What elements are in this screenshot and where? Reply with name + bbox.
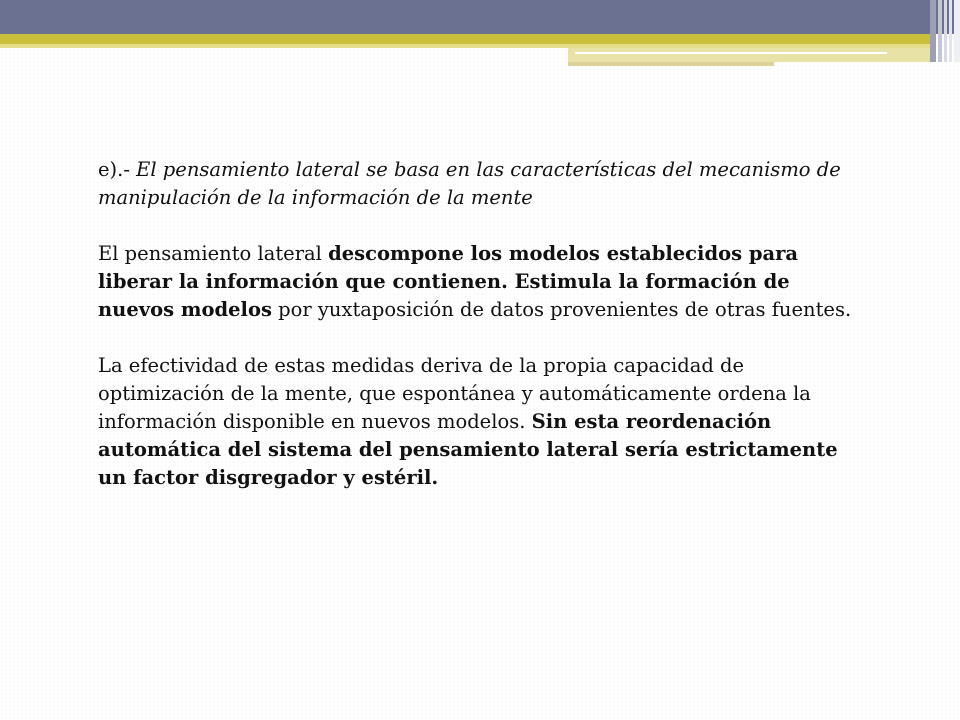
effectiveness-lead-text: La efectividad de estas medidas deriva de la propia capacidad de optimización de la mente, que espontánea y automáticamente ordena la información disponible en nuevos modelos.	[98, 354, 811, 433]
effectiveness-bold-text: Sin esta reordenación automática del sistema del pensamiento lateral sería estrictamente un factor disgregador y estéril.	[98, 410, 838, 489]
header-accent-line	[575, 52, 887, 54]
header-accent-block	[568, 48, 930, 62]
description-lead-text: El pensamiento lateral	[98, 242, 329, 265]
paragraph-description	[98, 240, 868, 324]
corner-decoration-bar	[938, 0, 942, 62]
header-accent-underline	[568, 62, 774, 66]
header-band	[0, 0, 960, 34]
paragraph-definition	[98, 156, 868, 212]
description-bold-text: descompone los modelos establecidos para liberar la información que contienen. Estimula la formación de nuevos modelos	[98, 242, 799, 321]
corner-decoration-bar	[949, 0, 952, 62]
header-accent-stripe	[0, 34, 930, 44]
paragraph-effectiveness	[98, 352, 868, 492]
corner-decoration-bar	[954, 0, 960, 62]
definition-italic-text: El pensamiento lateral se basa en las características del mecanismo de manipulación de la información de la mente	[98, 158, 841, 209]
corner-decoration-bar	[930, 0, 936, 62]
corner-decoration-bar	[944, 0, 947, 62]
paragraph-prefix: e).-	[98, 158, 137, 181]
description-tail-text: por yuxtaposición de datos provenientes de otras fuentes.	[271, 298, 852, 321]
slide-body	[98, 156, 868, 520]
